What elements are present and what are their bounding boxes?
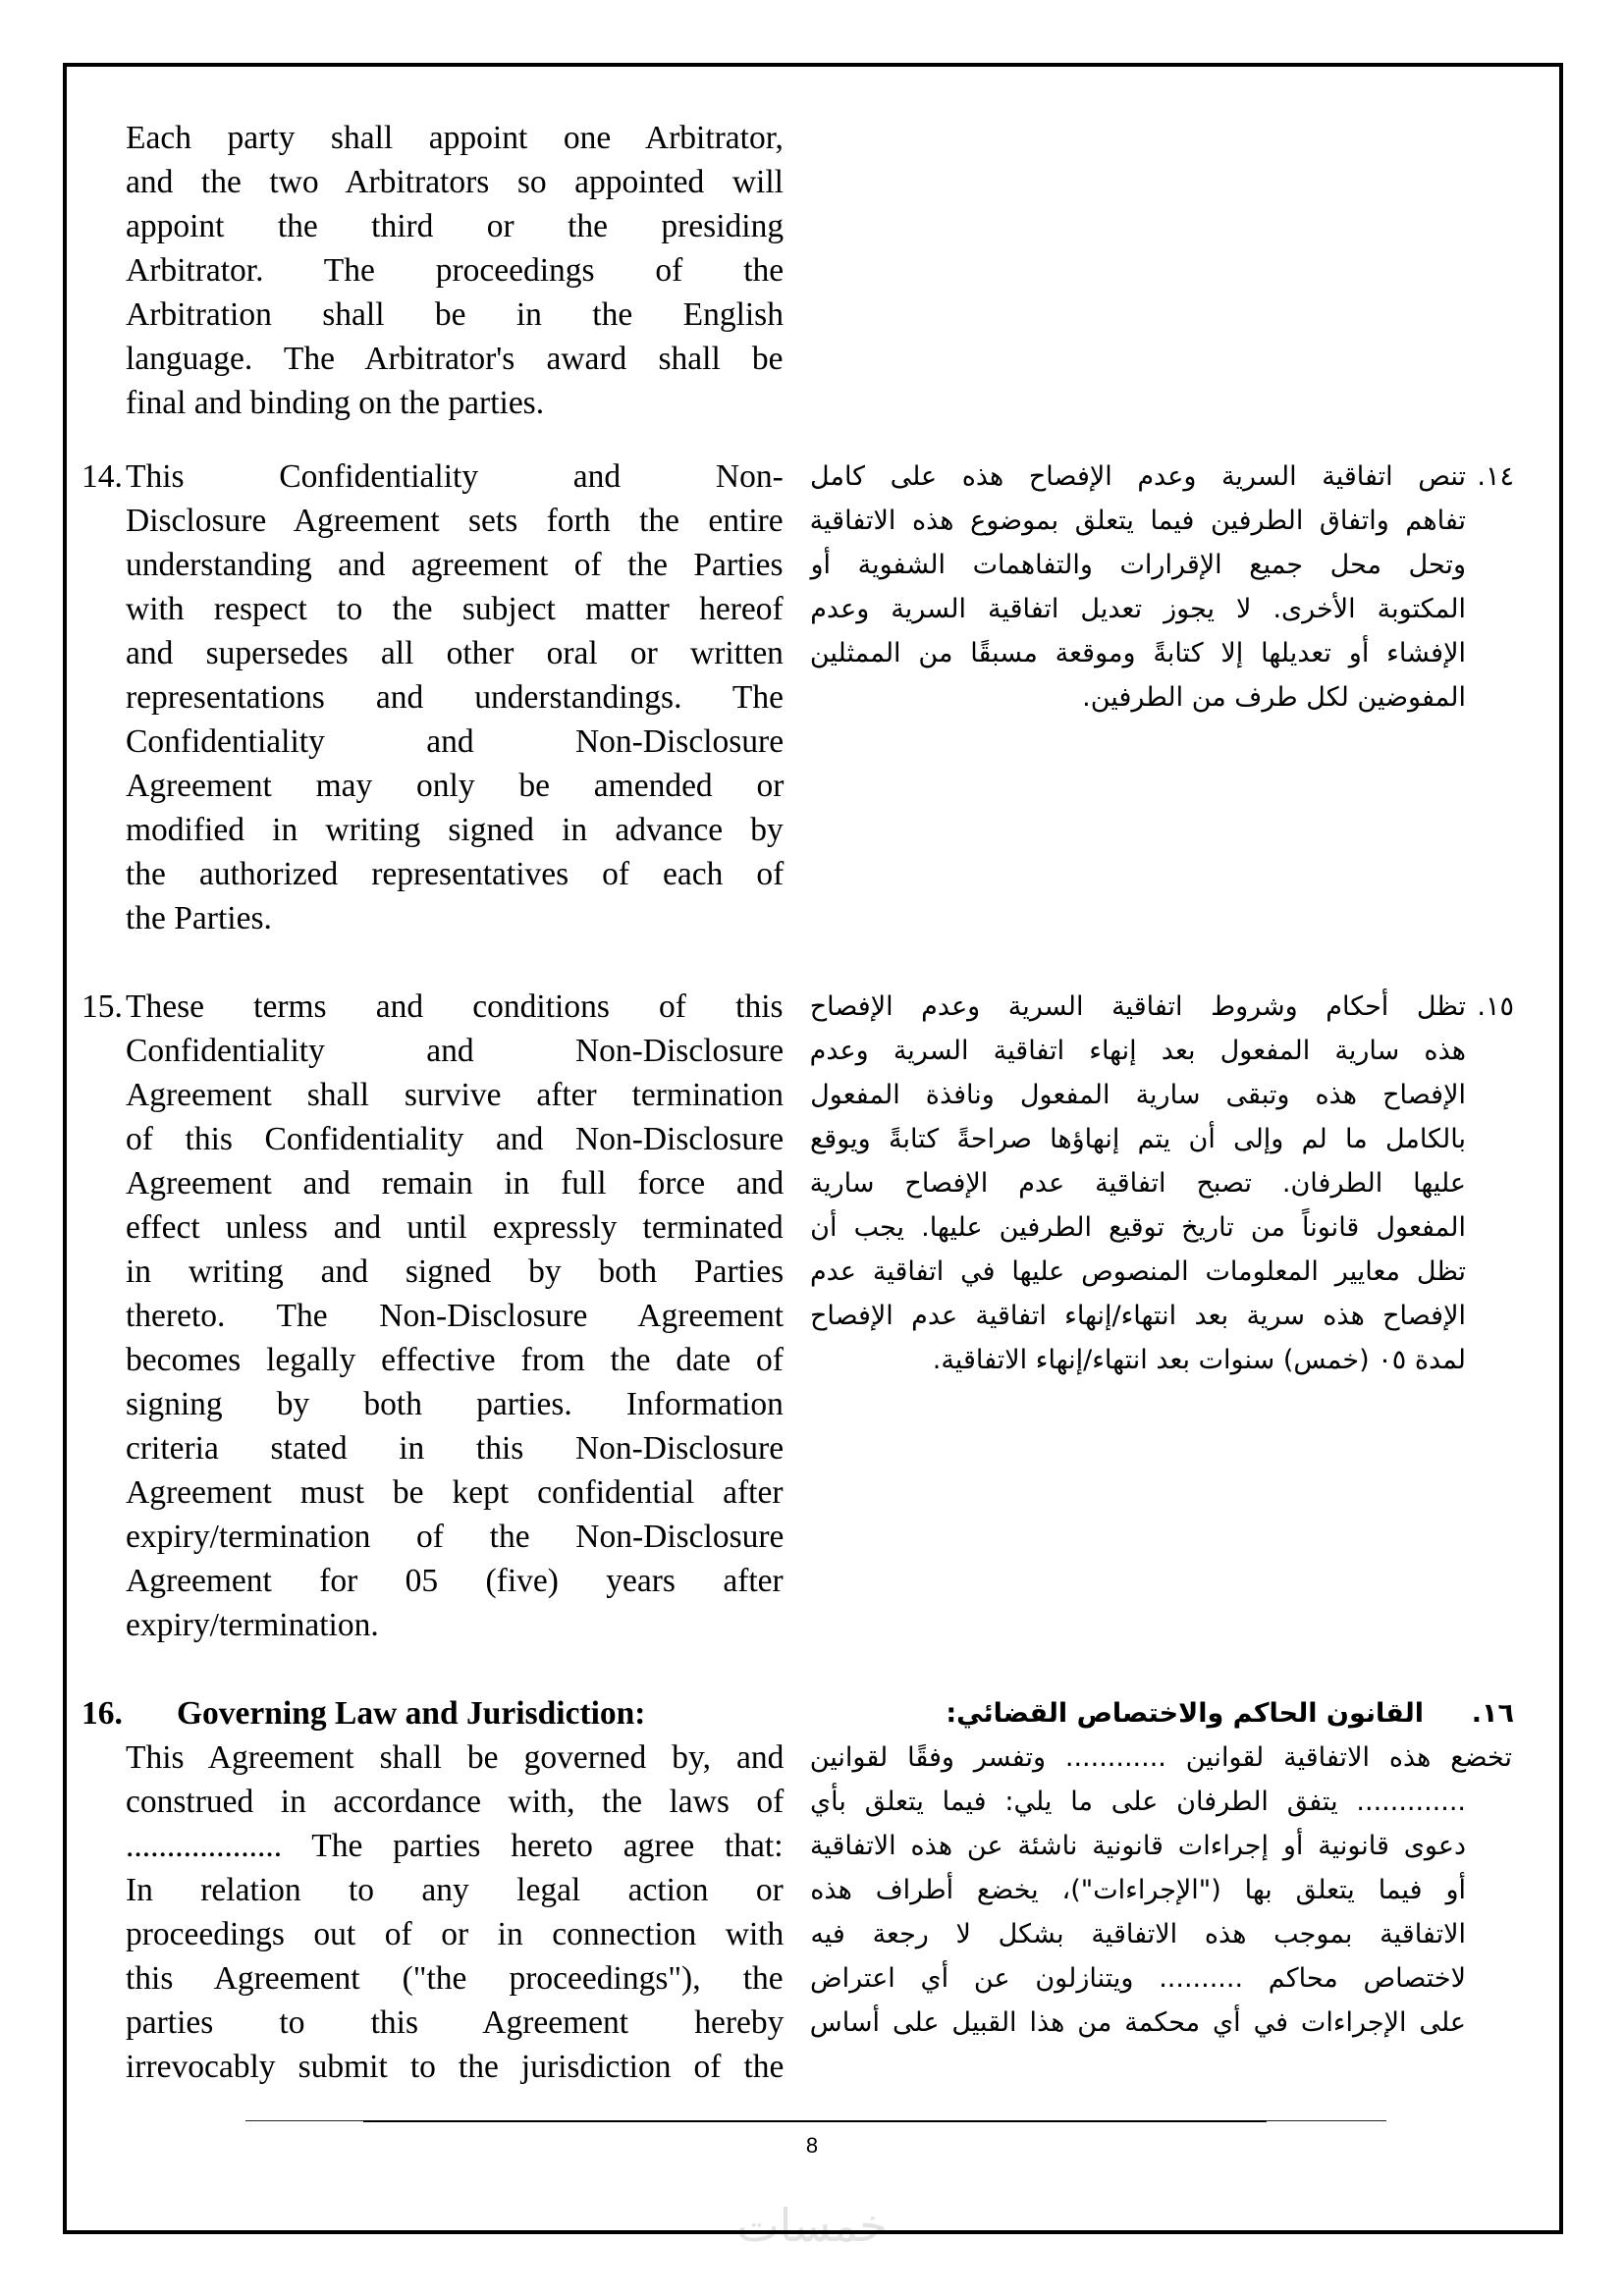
- text-line: This Agreement shall be governed by, and: [126, 1739, 785, 1776]
- text-line: تخضع هذه الاتفاقية لقوانين ............ وتفسر وفقًا لقوانين: [809, 1742, 1512, 1773]
- text-line: Arbitration shall be in the English: [126, 296, 784, 333]
- text-line: على الإجراءات في أي محكمة من هذا القبيل على أساس: [809, 2007, 1466, 2038]
- text-line: Agreement may only be amended or: [126, 768, 785, 804]
- text-line: ................... The parties hereto agree that:: [126, 1828, 784, 1864]
- text-line: modified in writing signed in advance by: [126, 812, 784, 848]
- page-border: [63, 63, 1563, 2234]
- text-line: الإفشاء أو تعديلها إلا كتابةً وموقعة مسبقًا من الممثلين: [809, 638, 1466, 668]
- text-line: Confidentiality and Non-Disclosure: [126, 1033, 785, 1069]
- text-line: this Agreement ("the proceedings"), the: [126, 1960, 784, 1997]
- text-line: Agreement and remain in full force and: [126, 1165, 785, 1201]
- text-line: عليها الطرفان. تصبح اتفاقية عدم الإفصاح سارية: [809, 1168, 1466, 1199]
- watermark-logo: خمسات: [736, 2199, 888, 2252]
- text-line: بالكامل ما لم وإلى أن يتم إنهاؤها صراحةً كتابةً ويوقع: [809, 1124, 1466, 1154]
- text-line: المفوضين لكل طرف من الطرفين.: [1082, 682, 1466, 713]
- text-line: effect unless and until expressly terminated: [126, 1209, 784, 1246]
- text-line: In relation to any legal action or: [126, 1872, 784, 1908]
- text-line: Agreement for 05 (five) years after: [126, 1563, 784, 1599]
- text-line: المفعول قانوناً من تاريخ توقيع الطرفين عليها. يجب أن: [810, 1212, 1466, 1243]
- text-line: expiry/termination of the Non-Disclosure: [126, 1519, 785, 1555]
- section-heading-en: Governing Law and Jurisdiction:: [177, 1695, 646, 1732]
- text-line: تفاهم واتفاق الطرفين فيما يتعلق بموضوع هذه الاتفاقية: [809, 506, 1466, 536]
- text-line: الاتفاقية بموجب هذه الاتفاقية بشكل لا رجعة فيه: [810, 1919, 1466, 1949]
- text-line: representations and understandings. The: [126, 679, 784, 716]
- text-line: ............. يتفق الطرفان على ما يلي: فيما يتعلق بأي: [809, 1787, 1466, 1817]
- text-line: أو فيما يتعلق بها ("الإجراءات")، يخضع أطراف هذه: [810, 1875, 1466, 1905]
- section-number-en: 14.: [81, 458, 123, 495]
- text-line: language. The Arbitrator's award shall be: [126, 341, 784, 377]
- text-line: Confidentiality and Non-Disclosure: [126, 723, 785, 760]
- text-line: and supersedes all other oral or written: [126, 635, 784, 671]
- text-line: of this Confidentiality and Non-Disclosure: [126, 1121, 785, 1157]
- text-line: in writing and signed by both Parties: [126, 1254, 785, 1290]
- text-line: هذه سارية المفعول بعد إنهاء اتفاقية السرية وعدم: [809, 1036, 1466, 1066]
- text-line: تنص اتفاقية السرية وعدم الإفصاح هذه على كامل: [810, 461, 1466, 492]
- text-line: irrevocably submit to the jurisdiction of the: [126, 2049, 785, 2085]
- section-number-ar: ١٥.: [1477, 991, 1514, 1022]
- text-line: understanding and agreement of the Parties: [126, 547, 784, 583]
- text-line: with respect to the subject matter hereof: [126, 591, 784, 627]
- text-line: and the two Arbitrators so appointed will: [126, 164, 784, 200]
- text-line: thereto. The Non-Disclosure Agreement: [126, 1298, 785, 1334]
- text-line: becomes legally effective from the date of: [126, 1342, 784, 1378]
- text-line: criteria stated in this Non-Disclosure: [126, 1430, 785, 1467]
- text-line: These terms and conditions of this: [126, 988, 784, 1025]
- text-line: لمدة ٠٥ (خمس) سنوات بعد انتهاء/إنهاء الاتفاقية.: [932, 1345, 1466, 1375]
- text-line: الإفصاح هذه سرية بعد انتهاء/إنهاء اتفاقية عدم الإفصاح: [809, 1301, 1466, 1331]
- text-line: Arbitrator. The proceedings of the: [126, 252, 785, 289]
- text-line: parties to this Agreement hereby: [126, 2004, 785, 2041]
- text-line: This Confidentiality and Non-: [126, 458, 784, 495]
- text-line: تظل معايير المعلومات المنصوص عليها في اتفاقية عدم: [809, 1256, 1466, 1287]
- text-line: وتحل محل جميع الإقرارات والتفاهمات الشفوية أو: [810, 550, 1466, 580]
- section-number-en: 16.: [81, 1695, 123, 1732]
- text-line: the authorized representatives of each of: [126, 856, 785, 892]
- section-number-en: 15.: [81, 988, 123, 1025]
- page-number: 8: [805, 2133, 819, 2158]
- section-number-ar: ١٤.: [1477, 461, 1514, 492]
- text-line: expiry/termination.: [126, 1607, 379, 1643]
- text-line: المكتوبة الأخرى. لا يجوز تعديل اتفاقية السرية وعدم: [810, 594, 1466, 624]
- section-number-ar: ١٦.: [1471, 1698, 1514, 1729]
- text-line: the Parties.: [126, 900, 272, 936]
- text-line: construed in accordance with, the laws of: [126, 1784, 785, 1820]
- text-line: دعوى قانونية أو إجراءات قانونية ناشئة عن هذه الاتفاقية: [809, 1831, 1466, 1861]
- section-heading-ar: القانون الحاكم والاختصاص القضائي:: [946, 1698, 1424, 1729]
- text-line: signing by both parties. Information: [126, 1386, 784, 1422]
- text-line: الإفصاح هذه وتبقى سارية المفعول ونافذة المفعول: [810, 1080, 1466, 1110]
- text-line: proceedings out of or in connection with: [126, 1916, 785, 1952]
- text-line: Each party shall appoint one Arbitrator,: [126, 120, 784, 156]
- text-line: final and binding on the parties.: [126, 385, 545, 421]
- text-line: لاختصاص محاكم .......... ويتنازلون عن أي اعتراض: [810, 1963, 1466, 1994]
- text-line: appoint the third or the presiding: [126, 208, 785, 244]
- text-line: Agreement shall survive after termination: [126, 1077, 784, 1113]
- text-line: Disclosure Agreement sets forth the entire: [126, 503, 784, 539]
- text-line: تظل أحكام وشروط اتفاقية السرية وعدم الإفصاح: [809, 991, 1466, 1022]
- text-line: Agreement must be kept confidential after: [126, 1474, 784, 1511]
